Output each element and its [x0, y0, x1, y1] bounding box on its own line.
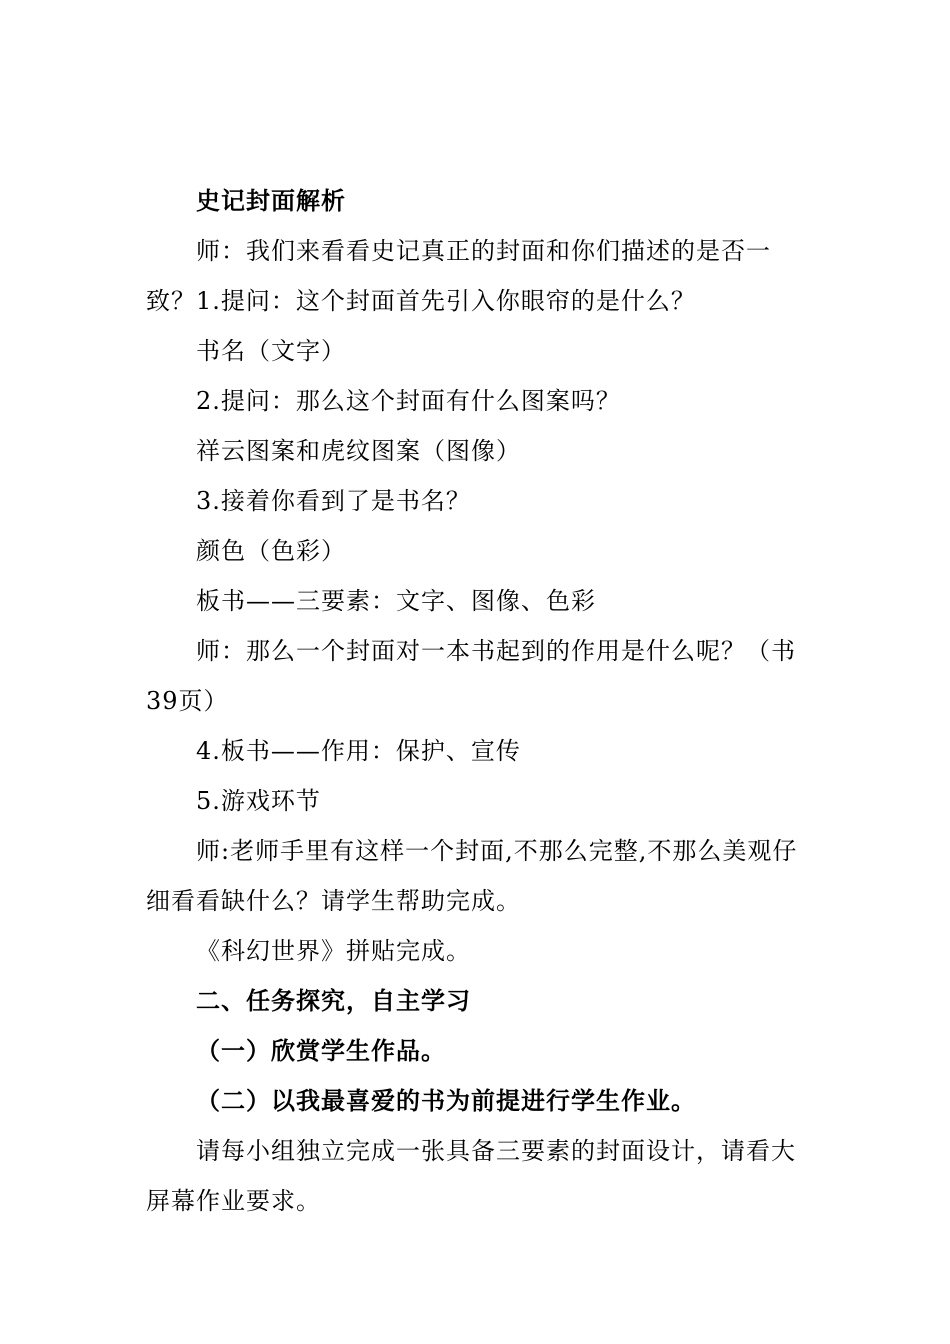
- paragraph-question-3: 3.接着你看到了是书名？: [196, 487, 471, 515]
- paragraph-answer-1: 书名（文字）: [196, 337, 346, 365]
- paragraph-question-2: 2.提问：那么这个封面有什么图案吗？: [196, 387, 621, 415]
- section-heading-shiji-cover: 史记封面解析: [196, 187, 346, 215]
- paragraph-question-1: 1.提问：这个封面首先引入你眼帘的是什么？: [196, 287, 696, 315]
- paragraph-teacher-incomplete-cover: 师:老师手里有这样一个封面,不那么完整,不那么美观仔细看看缺什么？请学生帮助完成。: [146, 837, 798, 915]
- paragraph-board-function: 4.板书——作用：保护、宣传: [196, 737, 521, 765]
- paragraph-board-three-elements: 板书——三要素：文字、图像、色彩: [196, 587, 596, 615]
- subheading-appreciate-works: （一）欣赏学生作品。: [196, 1037, 446, 1065]
- paragraph-group-assignment: 请每小组独立完成一张具备三要素的封面设计，请看大屏幕作业要求。: [146, 1137, 796, 1215]
- paragraph-collage: 《科幻世界》拼贴完成。: [196, 937, 471, 965]
- paragraph-answer-2: 祥云图案和虎纹图案（图像）: [196, 437, 521, 465]
- paragraph-teacher-question: 师：我们来看看史记真正的封面和你们描述的是否一致？: [146, 237, 771, 315]
- paragraph-game-section: 5.游戏环节: [196, 787, 321, 815]
- paragraph-answer-3: 颜色（色彩）: [196, 537, 346, 565]
- section-heading-task-explore: 二、任务探究，自主学习: [196, 987, 471, 1015]
- paragraph-teacher-cover-function: 师：那么一个封面对一本书起到的作用是什么呢？（书39页）: [146, 637, 796, 715]
- subheading-favorite-book-assignment: （二）以我最喜爱的书为前提进行学生作业。: [196, 1087, 696, 1115]
